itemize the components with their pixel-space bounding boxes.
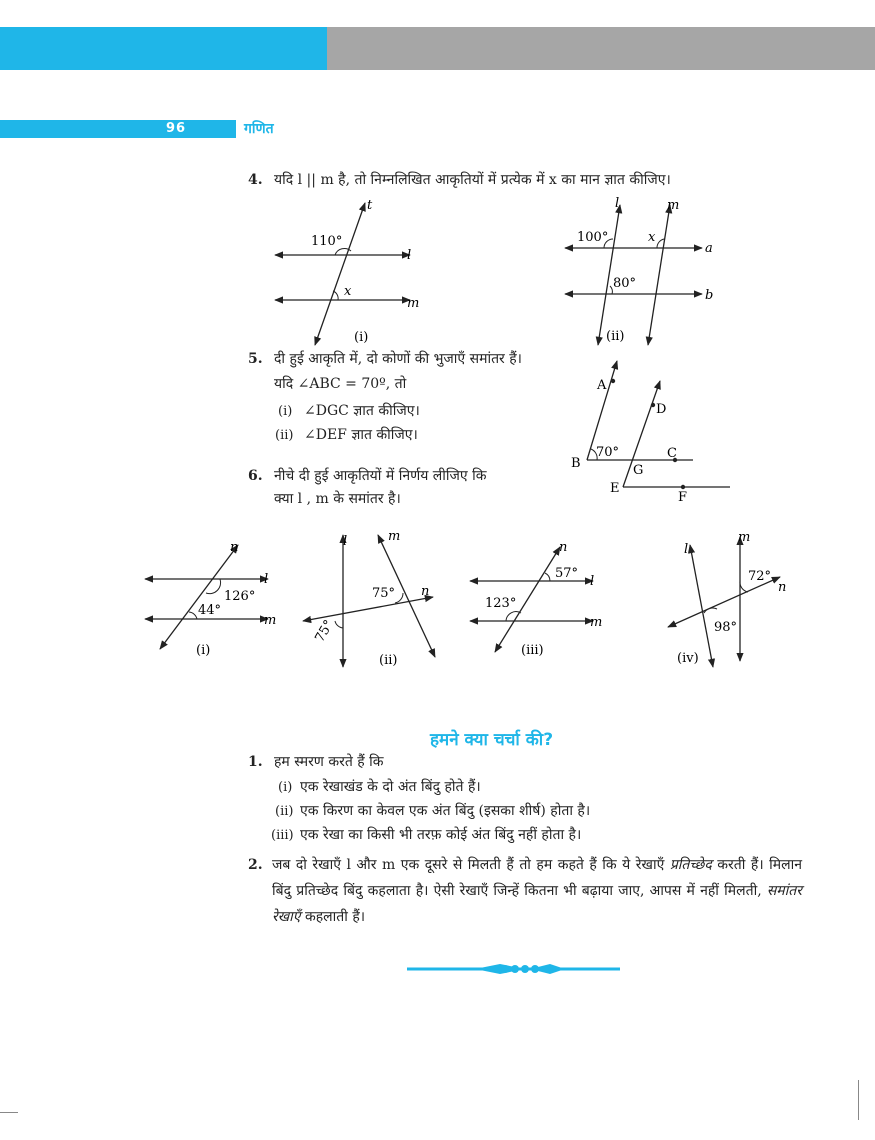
angle-label-1: 75° [372,586,396,601]
q6-line2: क्या l , m के समांतर है। [274,491,401,507]
summary-item-3-number: (iii) [271,828,294,843]
summary-p2-number: 2. [248,857,263,873]
point-C: C [667,446,677,461]
label-x: x [344,284,352,299]
label-m: m [738,530,751,545]
figure-label: (iii) [521,643,544,658]
angle-label-1: 57° [555,566,579,581]
label-m: m [407,296,420,311]
q6-line1: नीचे दी हुई आकृतियों में निर्णय लीजिए कि [274,468,487,484]
summary-p2-text: जब दो रेखाएँ l और m एक दूसरे से मिलती हैं तो हम कहते हैं कि ये रेखाएँ प्रतिच्छेद करती हैं। मिलान बिंदु प्रतिच्छेद बिंदु कहलाता है। ऐसी रेखाएँ जिन्हें कितना भी बढ़ाया जाए, आपस में नहीं मिलती, समांतर रेखाएँ कहलाती हैं। [272,857,803,925]
q5-item2: ∠DEF ज्ञात कीजिए। [304,427,418,443]
label-t: t [367,198,373,213]
point-A: A [597,378,607,393]
summary-heading: हमने क्या चर्चा की? [430,730,554,750]
label-l: l [590,574,595,589]
q6-figure-3 [465,537,615,662]
label-m: m [667,198,680,213]
label-m: m [388,529,401,544]
label-a: a [705,241,713,256]
point-F: F [678,490,688,505]
point-D: D [656,402,667,417]
label-n: n [778,580,787,595]
crop-mark-bottom-right [858,1080,859,1120]
subject-title: गणित [244,121,274,137]
summary-item-2-number: (ii) [275,804,294,819]
summary-p1-number: 1. [248,754,263,770]
label-n: n [559,540,568,555]
angle-label-2: 98° [714,620,738,635]
label-m: m [590,615,603,630]
point-B: B [571,456,581,471]
q4-number: 4. [248,172,263,188]
label-n: n [230,540,239,555]
label-l: l [343,534,348,549]
summary-item-3: एक रेखा का किसी भी तरफ़ कोई अंत बिंदु नहीं होता है। [300,827,582,843]
summary-item-1: एक रेखाखंड के दो अंत बिंदु होते हैं। [300,779,481,795]
transversal-t [315,203,365,345]
top-banner-accent [0,27,327,70]
q4-text: यदि l || m है, तो निम्नलिखित आकृतियों में प्रत्येक में x का मान ज्ञात कीजिए। [274,172,671,188]
label-n: n [421,584,430,599]
q4-figure-2 [560,195,725,355]
point-E: E [610,481,620,496]
q5-number: 5. [248,351,263,367]
q6-figure-1 [140,537,290,662]
top-banner-gray [327,27,875,70]
q5-line2: यदि ∠ABC = 70º, तो [274,376,407,392]
label-l: l [684,542,689,557]
summary-p1-intro: हम स्मरण करते हैं कि [274,754,384,770]
angle-label-1: 126° [224,589,256,604]
page-number: 96 [166,121,187,136]
q6-figure-4 [660,527,795,672]
label-x: x [648,230,656,245]
q6-number: 6. [248,468,263,484]
label-l: l [615,196,620,211]
point-G: G [633,463,644,478]
q5-item2-number: (ii) [275,428,294,443]
figure-label: (i) [354,330,369,345]
crop-mark-bottom-left [0,1112,18,1113]
summary-item-1-number: (i) [278,780,293,795]
angle-label-2: 75° [312,617,337,646]
q5-figure [565,355,740,510]
label-l: l [407,248,412,263]
line-l [598,205,620,345]
angle-label-2: 123° [485,596,517,611]
q4-figure-1 [265,195,435,350]
figure-label: (i) [196,643,211,658]
figure-label: (ii) [606,329,625,344]
label-b: b [705,288,714,303]
label-l: l [264,572,269,587]
angle-label: 70° [596,445,620,460]
angle-label-2: 44° [198,603,222,618]
q5-line1: दी हुई आकृति में, दो कोणों की भुजाएँ समांतर हैं। [274,351,522,367]
label-m: m [264,613,277,628]
figure-label: (ii) [379,653,398,668]
angle-label-2: 80° [613,276,637,291]
angle-label: 110° [311,234,343,249]
q5-item1-number: (i) [278,404,293,419]
q6-figure-2 [295,527,455,672]
angle-label-1: 100° [577,230,609,245]
end-ornament [405,960,627,978]
line-m [648,205,670,345]
q5-item1: ∠DGC ज्ञात कीजिए। [304,403,420,419]
page-number-bar [0,120,236,138]
angle-label-1: 72° [748,569,772,584]
summary-item-2: एक किरण का केवल एक अंत बिंदु (इसका शीर्ष) होता है। [300,803,591,819]
figure-label: (iv) [677,651,699,666]
